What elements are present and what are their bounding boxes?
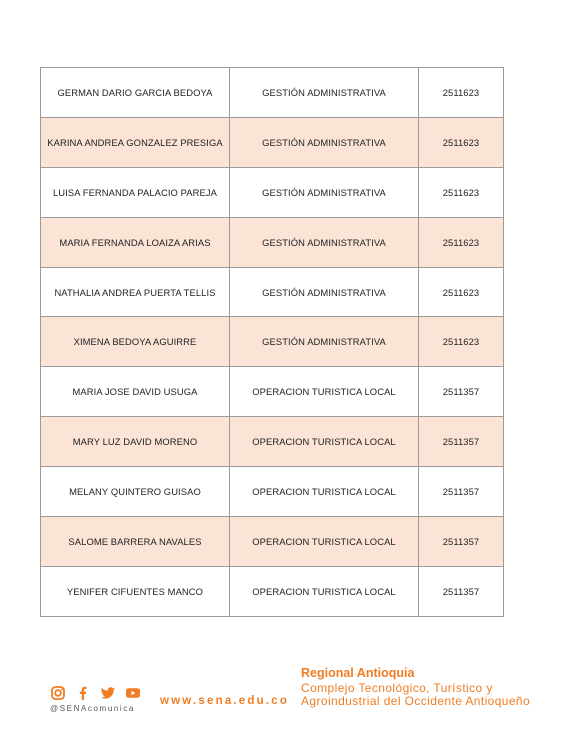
program-code: 2511357 [419, 517, 504, 567]
student-name: SALOME BARRERA NAVALES [41, 517, 230, 567]
program-name: OPERACION TURISTICA LOCAL [230, 467, 419, 517]
student-name: GERMAN DARIO GARCIA BEDOYA [41, 68, 230, 118]
table-row [41, 467, 504, 517]
student-name: YENIFER CIFUENTES MANCO [41, 566, 230, 616]
program-code: 2511623 [419, 167, 504, 217]
social-icons [50, 685, 141, 701]
page-footer [0, 655, 582, 754]
instagram-icon[interactable] [50, 685, 66, 701]
table-row [41, 566, 504, 616]
student-name: MARIA JOSE DAVID USUGA [41, 367, 230, 417]
table-row [41, 217, 504, 267]
social-handle: @SENAcomunica [50, 704, 135, 713]
twitter-icon[interactable] [100, 685, 116, 701]
student-name: XIMENA BEDOYA AGUIRRE [41, 317, 230, 367]
program-name: GESTIÓN ADMINISTRATIVA [230, 317, 419, 367]
table-row [41, 267, 504, 317]
table-row [41, 367, 504, 417]
table-row [41, 167, 504, 217]
program-name: GESTIÓN ADMINISTRATIVA [230, 68, 419, 118]
program-code: 2511623 [419, 117, 504, 167]
program-name: GESTIÓN ADMINISTRATIVA [230, 167, 419, 217]
student-name: LUISA FERNANDA PALACIO PAREJA [41, 167, 230, 217]
program-name: OPERACION TURISTICA LOCAL [230, 566, 419, 616]
student-name: MARIA FERNANDA LOAIZA ARIAS [41, 217, 230, 267]
table-row [41, 117, 504, 167]
program-name: GESTIÓN ADMINISTRATIVA [230, 217, 419, 267]
student-name: KARINA ANDREA GONZALEZ PRESIGA [41, 117, 230, 167]
program-name: OPERACION TURISTICA LOCAL [230, 517, 419, 567]
facebook-icon[interactable] [75, 685, 91, 701]
complex-name-line1: Complejo Tecnológico, Turístico y [301, 681, 493, 695]
website-link[interactable]: www.sena.edu.co [160, 695, 290, 707]
program-name: OPERACION TURISTICA LOCAL [230, 367, 419, 417]
table-row [41, 517, 504, 567]
program-name: OPERACION TURISTICA LOCAL [230, 417, 419, 467]
student-name: NATHALIA ANDREA PUERTA TELLIS [41, 267, 230, 317]
table-row [41, 417, 504, 467]
program-code: 2511357 [419, 367, 504, 417]
program-name: GESTIÓN ADMINISTRATIVA [230, 267, 419, 317]
youtube-icon[interactable] [125, 685, 141, 701]
program-code: 2511623 [419, 217, 504, 267]
student-name: MARY LUZ DAVID MORENO [41, 417, 230, 467]
program-code: 2511357 [419, 566, 504, 616]
program-code: 2511357 [419, 417, 504, 467]
table-row [41, 68, 504, 118]
students-table [40, 67, 504, 617]
complex-name-line2: Agroindustrial del Occidente Antioqueño [301, 694, 531, 708]
program-code: 2511623 [419, 68, 504, 118]
table-row [41, 317, 504, 367]
program-code: 2511357 [419, 467, 504, 517]
student-name: MELANY QUINTERO GUISAO [41, 467, 230, 517]
regional-title: Regional Antioquia [301, 666, 415, 680]
program-name: GESTIÓN ADMINISTRATIVA [230, 117, 419, 167]
program-code: 2511623 [419, 267, 504, 317]
program-code: 2511623 [419, 317, 504, 367]
